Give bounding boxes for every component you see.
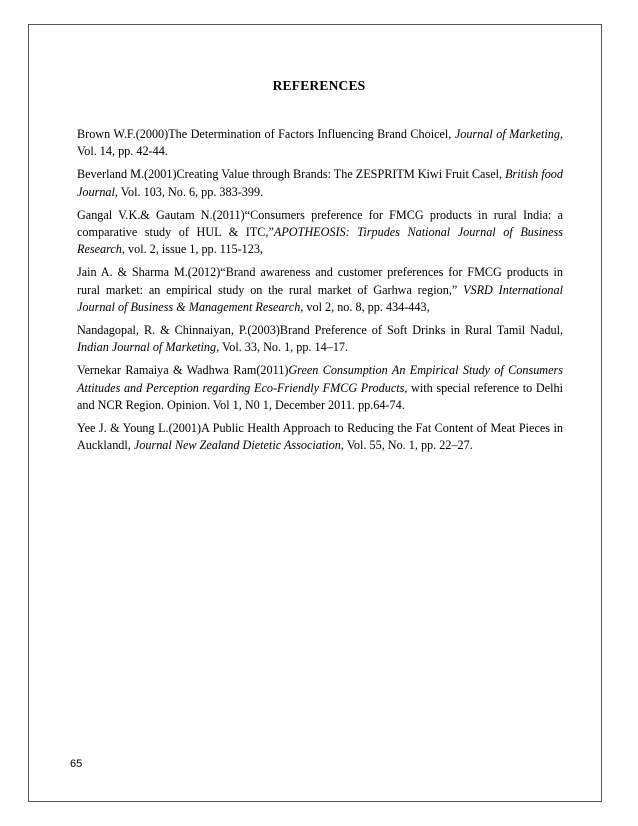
reference-journal: VSRD International Journal of Business & Management Research bbox=[77, 282, 563, 314]
reference-list bbox=[77, 126, 563, 460]
reference-entry bbox=[77, 166, 563, 200]
reference-details: with special reference to Delhi and NCR Region. Opinion. Vol 1, N0 1, December 2011. pp.64-74. bbox=[77, 380, 563, 412]
reference-entry bbox=[77, 420, 563, 454]
reference-entry bbox=[77, 362, 563, 414]
reference-journal: Journal New Zealand Dietetic Association bbox=[133, 438, 341, 453]
reference-journal: British food Journal bbox=[77, 167, 563, 199]
reference-details: , vol. 2, issue 1, pp. 115-123, bbox=[121, 242, 263, 257]
reference-journal: APOTHEOSIS: Tirpudes National Journal of Business Research bbox=[77, 225, 563, 257]
reference-details: , Vol. 55, No. 1, pp. 22–27. bbox=[340, 438, 473, 453]
reference-details: , Vol. 33, No. 1, pp. 14–17. bbox=[216, 340, 349, 355]
reference-text: Jain A. & Sharma M.(2012)“Brand awareness and customer preferences for FMCG products in rural market: an empirical study on the rural market of Garhwa region,” bbox=[77, 265, 563, 297]
reference-text: Vernekar Ramaiya & Wadhwa Ram(2011) bbox=[77, 363, 289, 378]
reference-entry bbox=[77, 126, 563, 160]
page-title: REFERENCES bbox=[272, 78, 366, 93]
reference-text: Beverland M.(2001)Creating Value through Brands: The ZESPRITM Kiwi Fruit Casel, bbox=[77, 167, 506, 182]
reference-text: Yee J. & Young L.(2001)A Public Health Approach to Reducing the Fat Content of Meat Pieces in Aucklandl, bbox=[77, 421, 563, 453]
reference-details: , Vol. 14, pp. 42-44. bbox=[77, 127, 563, 159]
reference-details: , vol 2, no. 8, pp. 434-443, bbox=[300, 299, 430, 314]
reference-entry bbox=[77, 207, 563, 259]
reference-entry bbox=[77, 264, 563, 316]
reference-text: Nandagopal, R. & Chinnaiyan, P.(2003)Brand Preference of Soft Drinks in Rural Tamil Nadul, bbox=[77, 323, 563, 338]
reference-text: Brown W.F.(2000)The Determination of Factors Influencing Brand Choicel, bbox=[77, 127, 455, 141]
reference-entry bbox=[77, 322, 563, 356]
reference-title: Green Consumption An Empirical Study of Consumers Attitudes and Perception regarding Eco-Friendly FMCG Products, bbox=[77, 363, 563, 395]
reference-journal: Journal of Marketing bbox=[454, 127, 560, 141]
page-number: 65 bbox=[70, 758, 83, 770]
reference-details: , Vol. 103, No. 6, pp. 383-399. bbox=[114, 184, 264, 199]
reference-text: Gangal V.K.& Gautam N.(2011)“Consumers preference for FMCG products in rural India: a comparative study of HUL & ITC,” bbox=[77, 207, 563, 240]
reference-journal: Indian Journal of Marketing bbox=[77, 340, 217, 355]
